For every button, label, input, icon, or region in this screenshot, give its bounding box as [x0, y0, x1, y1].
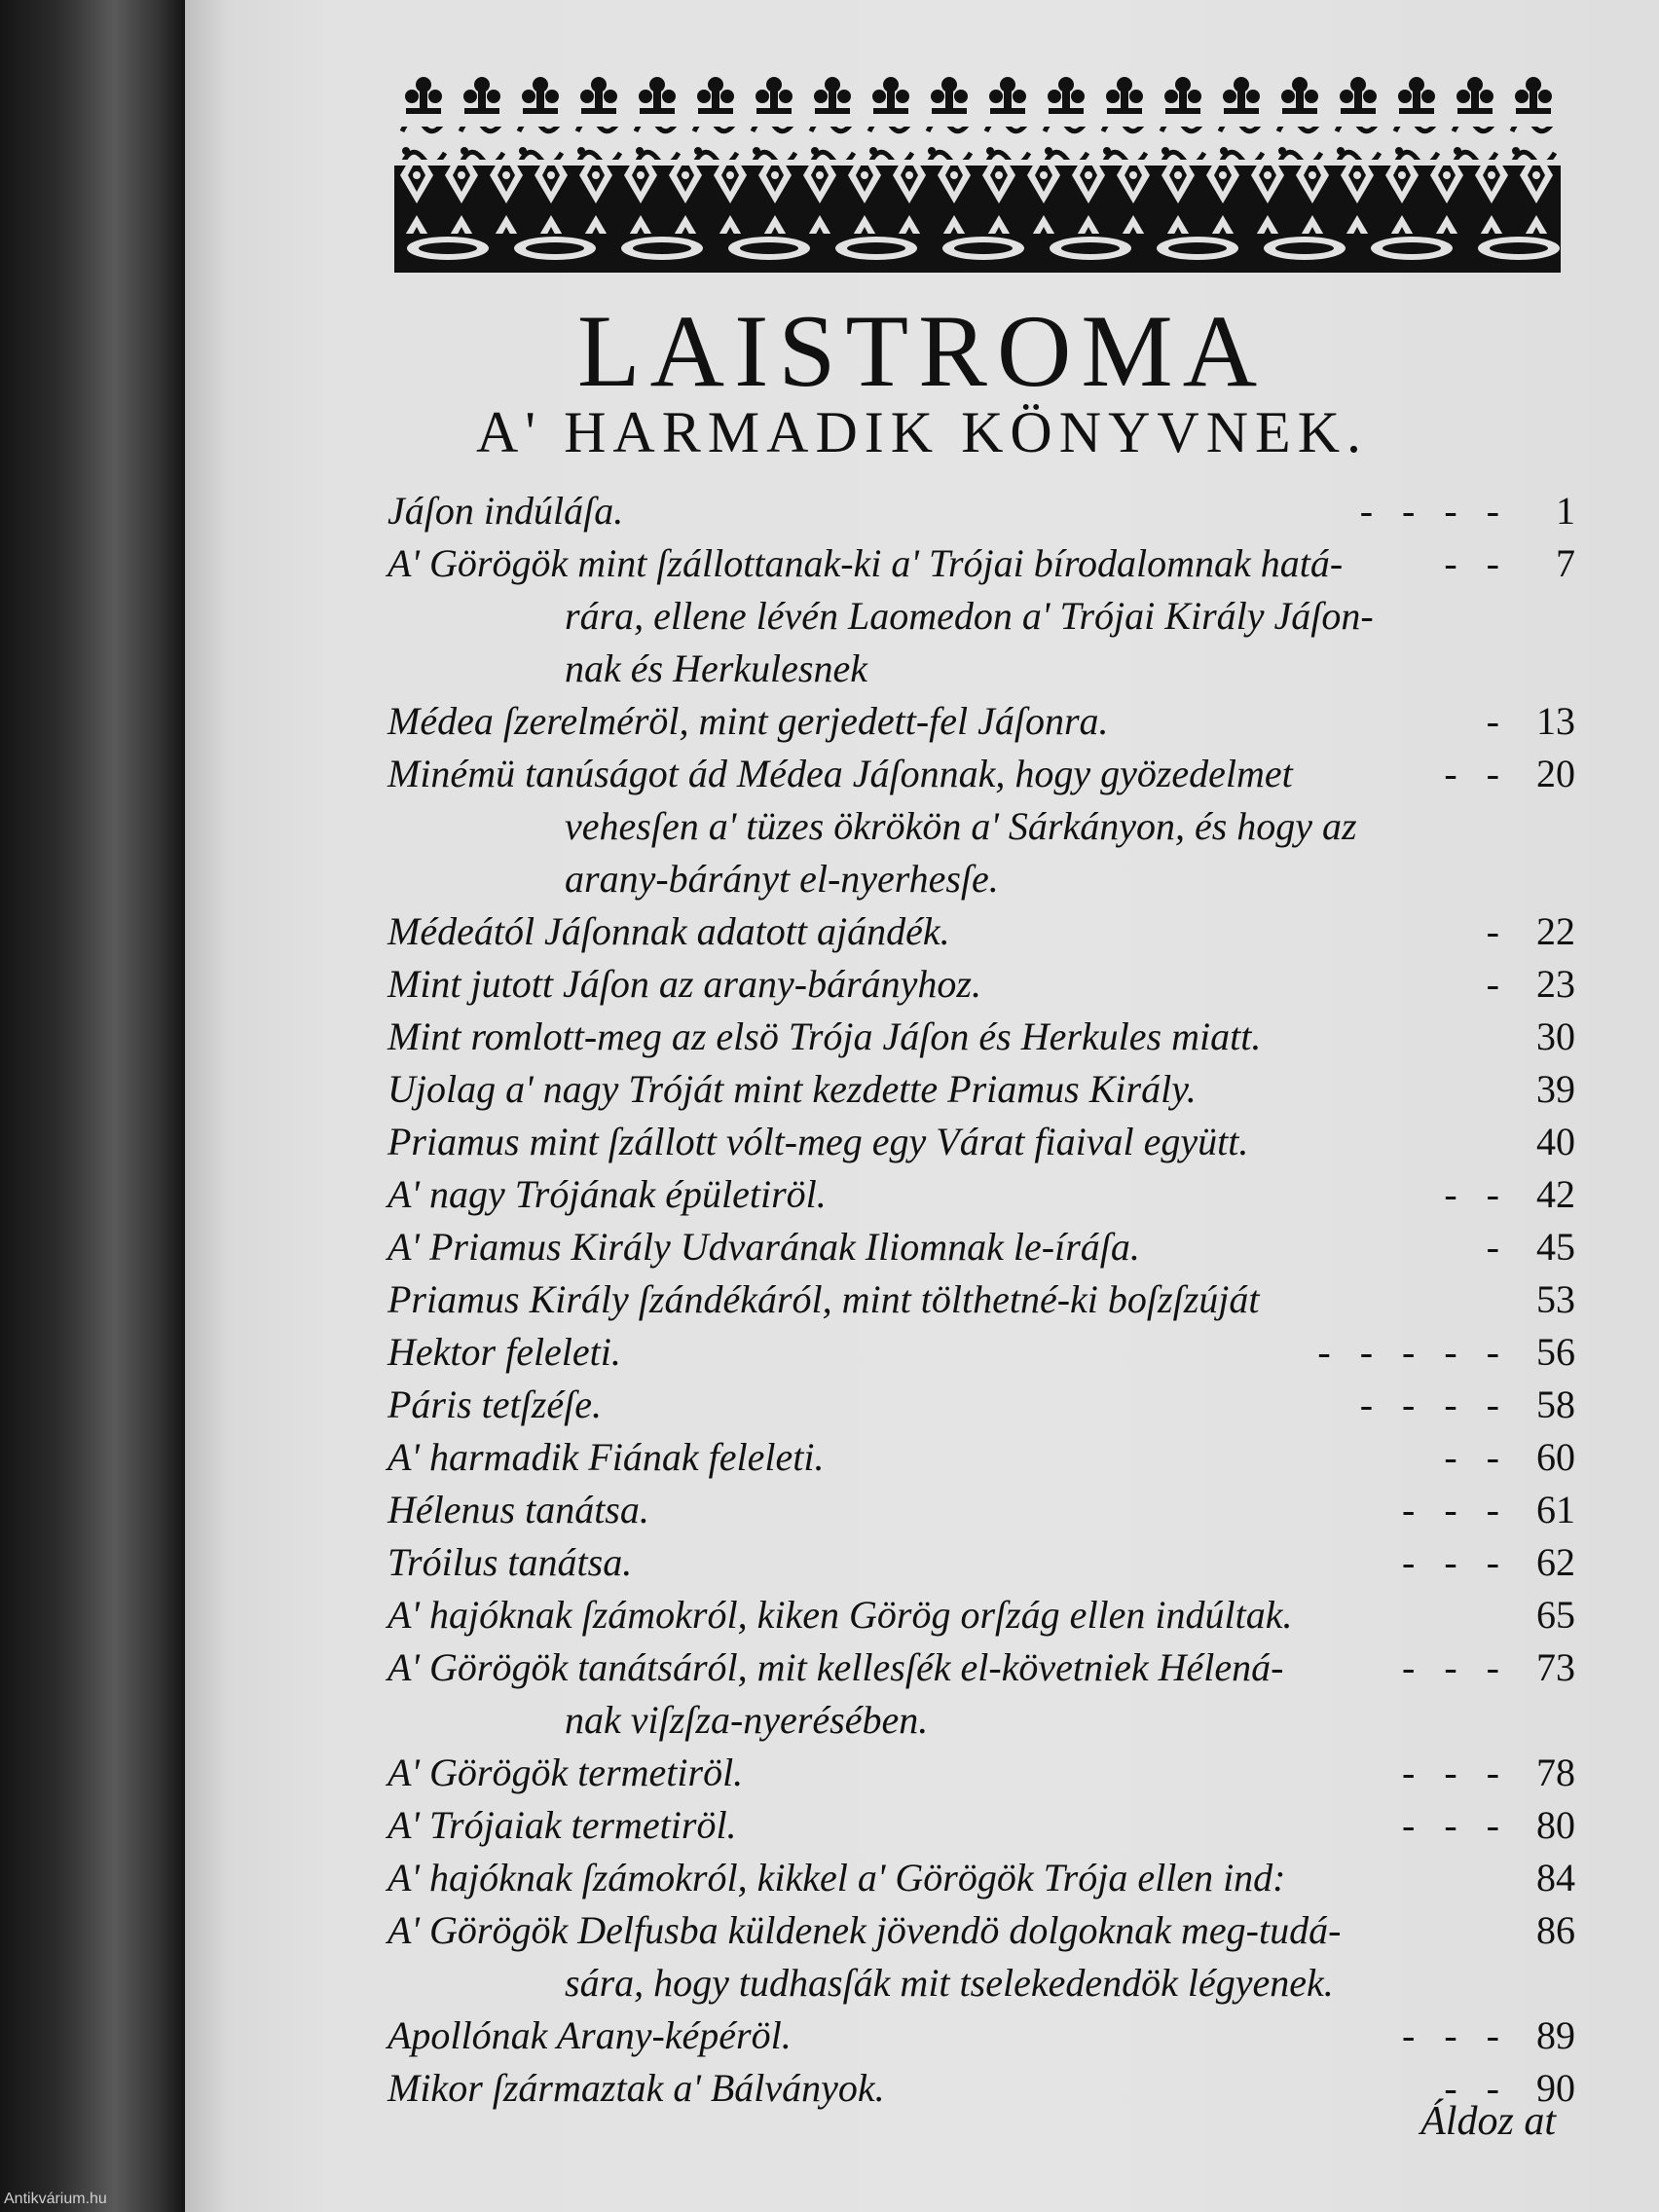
leader-dashes: - - - [1402, 1803, 1499, 1847]
entry-text: arany-bárányt el-nyerhesſe. [565, 857, 999, 901]
entry-text: Priamus Király ſzándékáról, mint tölthetné-ki boſzſzúját [387, 1277, 1260, 1321]
leader-dashes: - - [1444, 541, 1499, 585]
entry-text: A' hajóknak ſzámokról, kiken Görög orſzág ellen indúltak. [387, 1593, 1293, 1637]
page-number: 7 [1556, 541, 1575, 585]
leader-dashes: - - - - [1359, 1382, 1499, 1426]
entry-text: A' Görögök Delfusba küldenek jövendö dolgoknak meg-tudá- [387, 1908, 1342, 1952]
entry-text: Apollónak Arany-képéröl. [387, 2013, 792, 2057]
toc-entry [387, 1168, 1575, 1221]
toc-entry [387, 695, 1575, 748]
page-number: 78 [1536, 1751, 1575, 1794]
leader-dashes: - - [1444, 1435, 1499, 1479]
toc-entry [387, 1799, 1575, 1852]
leader-dashes: - [1486, 1225, 1499, 1269]
entry-text: Mint jutott Jáſon az arany-bárányhoz. [387, 962, 981, 1006]
leader-dashes: - - [1444, 1172, 1499, 1216]
toc-entry [387, 2009, 1575, 2062]
toc-entry [387, 1011, 1575, 1063]
entry-text: Mikor ſzármaztak a' Bálványok. [387, 2066, 885, 2110]
page-number: 42 [1536, 1172, 1575, 1216]
page-number: 61 [1536, 1488, 1575, 1531]
toc-entry [387, 537, 1575, 695]
entry-text: Mint romlott-meg az elsö Trója Jáſon és Herkules miatt. [387, 1014, 1262, 1058]
page-number: 84 [1536, 1856, 1575, 1899]
page-number: 80 [1536, 1803, 1575, 1847]
page-number: 45 [1536, 1225, 1575, 1269]
entry-text: Páris tetſzéſe. [387, 1382, 602, 1426]
watermark: Antikvárium.hu [4, 2191, 107, 2207]
toc-entry [387, 1747, 1575, 1799]
page-subtitle: A' HARMADIK KÖNYVNEK. [475, 400, 1369, 464]
page-number: 40 [1536, 1120, 1575, 1163]
toc-entry [387, 485, 1575, 537]
entry-text: Ujolag a' nagy Tróját mint kezdette Priamus Király. [387, 1067, 1197, 1111]
entry-text: nak viſzſza-nyerésében. [565, 1698, 929, 1742]
toc-entry [387, 1063, 1575, 1116]
catchword: Áldoz at [1420, 2099, 1556, 2144]
page-number: 89 [1536, 2013, 1575, 2057]
book-spine-shadow [0, 0, 185, 2212]
page-number: 86 [1536, 1908, 1575, 1952]
entry-text: nak és Herkulesnek [565, 646, 867, 690]
entry-text: rára, ellene lévén Laomedon a' Trójai Király Jáſon- [565, 594, 1374, 638]
entry-text: A' Trójaiak termetiröl. [387, 1803, 737, 1847]
page-number: 62 [1536, 1540, 1575, 1584]
page-number: 58 [1536, 1382, 1575, 1426]
toc-entry [387, 1116, 1575, 1168]
leader-dashes: - - - - [1359, 489, 1499, 533]
leader-dashes: - [1486, 962, 1499, 1006]
entry-text: Jáſon indúláſa. [387, 489, 624, 533]
toc-entry [387, 905, 1575, 958]
page-title: LAISTROMA [576, 294, 1268, 408]
page-number: 56 [1536, 1330, 1575, 1374]
leader-dashes: - [1486, 699, 1499, 743]
page-number: 65 [1536, 1593, 1575, 1637]
page-number: 20 [1536, 752, 1575, 795]
entry-text: A' nagy Trójának épületiröl. [387, 1172, 827, 1216]
entry-text: vehesſen a' tüzes ökrökön a' Sárkányon, és hogy az [565, 804, 1357, 848]
leader-dashes: - - - [1402, 1540, 1499, 1584]
entry-text: A' Görögök tanátsáról, mit kellesſék el-követniek Hélená- [387, 1645, 1284, 1689]
page-number: 22 [1536, 909, 1575, 953]
toc-entry [387, 958, 1575, 1011]
entry-text: A' hajóknak ſzámokról, kikkel a' Görögök Trója ellen ind: [387, 1856, 1286, 1899]
entry-text: Minémü tanúságot ád Médea Jáſonnak, hogy gyözedelmet [387, 752, 1293, 795]
entry-text: Hélenus tanátsa. [387, 1488, 649, 1531]
page-number: 13 [1536, 699, 1575, 743]
entry-text: Médea ſzerelméröl, mint gerjedett-fel Jáſonra. [387, 699, 1109, 743]
leader-dashes: - - - [1402, 1645, 1499, 1689]
toc-entry [387, 1904, 1575, 2009]
entry-text: A' Görögök termetiröl. [387, 1751, 744, 1794]
leader-dashes: - [1486, 909, 1499, 953]
entry-text: sára, hogy tudhasſák mit tselekedendök légyenek. [565, 1961, 1334, 2005]
toc-entry [387, 1484, 1575, 1536]
toc-entry [387, 1536, 1575, 1589]
entry-text: Médeától Jáſonnak adatott ajándék. [387, 909, 950, 953]
page-number: 39 [1536, 1067, 1575, 1111]
leader-dashes: - - [1444, 752, 1499, 795]
entry-text: Priamus mint ſzállott vólt-meg egy Várat fiaival együtt. [387, 1120, 1249, 1163]
toc-entry [387, 1379, 1575, 1431]
toc-entry [387, 1273, 1575, 1326]
page-number: 1 [1556, 489, 1575, 533]
leader-dashes: - - - [1402, 1751, 1499, 1794]
toc-entry [387, 748, 1575, 905]
leader-dashes: - - - [1402, 2013, 1499, 2057]
entry-text: A' Görögök mint ſzállottanak-ki a' Trójai bírodalomnak hatá- [387, 541, 1344, 585]
toc-entry [387, 1431, 1575, 1484]
toc-entry [387, 1589, 1575, 1641]
page-number: 60 [1536, 1435, 1575, 1479]
entry-text: A' Priamus Király Udvarának Iliomnak le-íráſa. [387, 1225, 1140, 1269]
entry-text: Hektor feleleti. [387, 1330, 621, 1374]
leader-dashes: - - - [1402, 1488, 1499, 1531]
toc-entry [387, 1326, 1575, 1379]
table-of-contents [387, 485, 1575, 2115]
entry-text: A' harmadik Fiának feleleti. [387, 1435, 825, 1479]
page-number: 73 [1536, 1645, 1575, 1689]
toc-entry [387, 2062, 1575, 2115]
entry-text: Tróilus tanátsa. [387, 1540, 633, 1584]
page-number: 30 [1536, 1014, 1575, 1058]
toc-entry [387, 1641, 1575, 1747]
decorative-border-ornament [394, 73, 1561, 273]
page-number: 90 [1536, 2066, 1575, 2110]
toc-entry [387, 1852, 1575, 1904]
leader-dashes: - - - - - [1317, 1330, 1499, 1374]
page-number: 23 [1536, 962, 1575, 1006]
leader-dashes: - - [1444, 2066, 1499, 2110]
page-number: 53 [1536, 1277, 1575, 1321]
toc-entry [387, 1221, 1575, 1273]
